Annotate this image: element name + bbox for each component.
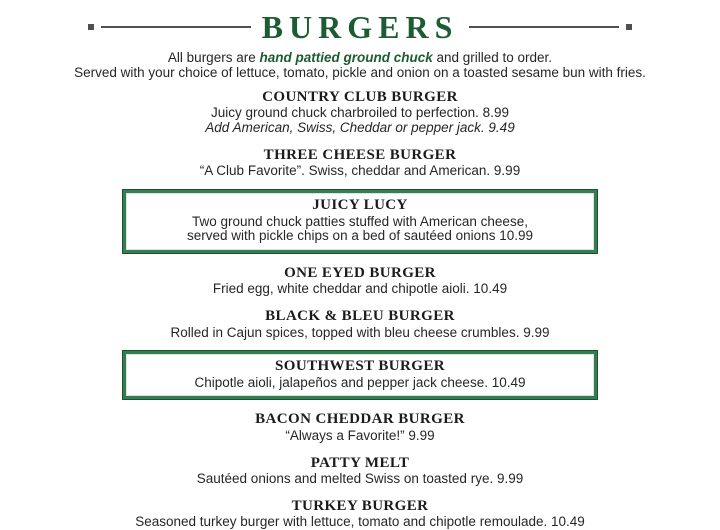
page-title: BURGERS xyxy=(261,9,459,45)
intro-line1-suffix: and grilled to order. xyxy=(432,50,553,65)
ornament-line-left xyxy=(101,26,251,28)
menu-item-southwest-burger xyxy=(132,358,588,390)
intro-line-1 xyxy=(0,50,720,65)
item-name: TURKEY BURGER xyxy=(291,497,429,514)
item-description: Fried egg, white cheddar and chipotle aioli. 10.49 xyxy=(212,281,508,297)
special-box-juicy-lucy xyxy=(123,190,597,253)
item-description: Sautéed onions and melted Swiss on toasted rye. 9.99 xyxy=(196,470,524,486)
menu-item-black-and-bleu-burger xyxy=(0,308,720,340)
item-name: PATTY MELT xyxy=(310,454,410,471)
item-description: Two ground chuck patties stuffed with American cheese, xyxy=(192,213,528,229)
item-name: SOUTHWEST BURGER xyxy=(275,358,445,375)
ornament-square-left xyxy=(88,24,94,30)
item-description: “A Club Favorite”. Swiss, cheddar and American. 9.99 xyxy=(199,163,521,179)
item-name: THREE CHEESE BURGER xyxy=(263,147,457,164)
menu-item-one-eyed-burger xyxy=(0,265,720,297)
item-description: Seasoned turkey burger with lettuce, tomato and chipotle remoulade. 10.49 xyxy=(135,513,585,529)
item-name: BACON CHEDDAR BURGER xyxy=(255,411,465,428)
item-name: COUNTRY CLUB BURGER xyxy=(262,89,458,106)
item-description-line2: served with pickle chips on a bed of sautéed onions 10.99 xyxy=(187,228,533,244)
menu-item-turkey-burger xyxy=(0,498,720,530)
menu-item-three-cheese-burger xyxy=(0,147,720,179)
menu-item-bacon-cheddar-burger xyxy=(0,411,720,443)
intro-line1-prefix: All burgers are xyxy=(167,50,260,65)
item-name: ONE EYED BURGER xyxy=(284,265,436,282)
ornament-line-right xyxy=(469,26,619,28)
menu-item-country-club-burger xyxy=(0,89,720,136)
menu-header xyxy=(88,8,632,46)
item-description: Juicy ground chuck charbroiled to perfection. 8.99 xyxy=(211,105,509,121)
item-name: JUICY LUCY xyxy=(312,197,408,214)
item-description: Rolled in Cajun spices, topped with bleu cheese crumbles. 9.99 xyxy=(170,324,550,340)
item-name: BLACK & BLEU BURGER xyxy=(265,308,455,325)
special-box-southwest-burger xyxy=(123,351,597,399)
menu-intro xyxy=(0,50,720,80)
menu-item-juicy-lucy xyxy=(132,197,588,244)
menu-item-patty-melt xyxy=(0,455,720,487)
item-description: Chipotle aioli, jalapeños and pepper jack cheese. 10.49 xyxy=(194,374,526,390)
intro-line1-emphasis: hand pattied ground chuck xyxy=(259,50,433,65)
ornament-square-right xyxy=(626,24,632,30)
intro-line-2: Served with your choice of lettuce, tomato, pickle and onion on a toasted sesame bun with fries. xyxy=(74,65,646,81)
item-addon-note: Add American, Swiss, Cheddar or pepper jack. 9.49 xyxy=(205,120,515,136)
item-description: “Always a Favorite!” 9.99 xyxy=(285,427,435,443)
